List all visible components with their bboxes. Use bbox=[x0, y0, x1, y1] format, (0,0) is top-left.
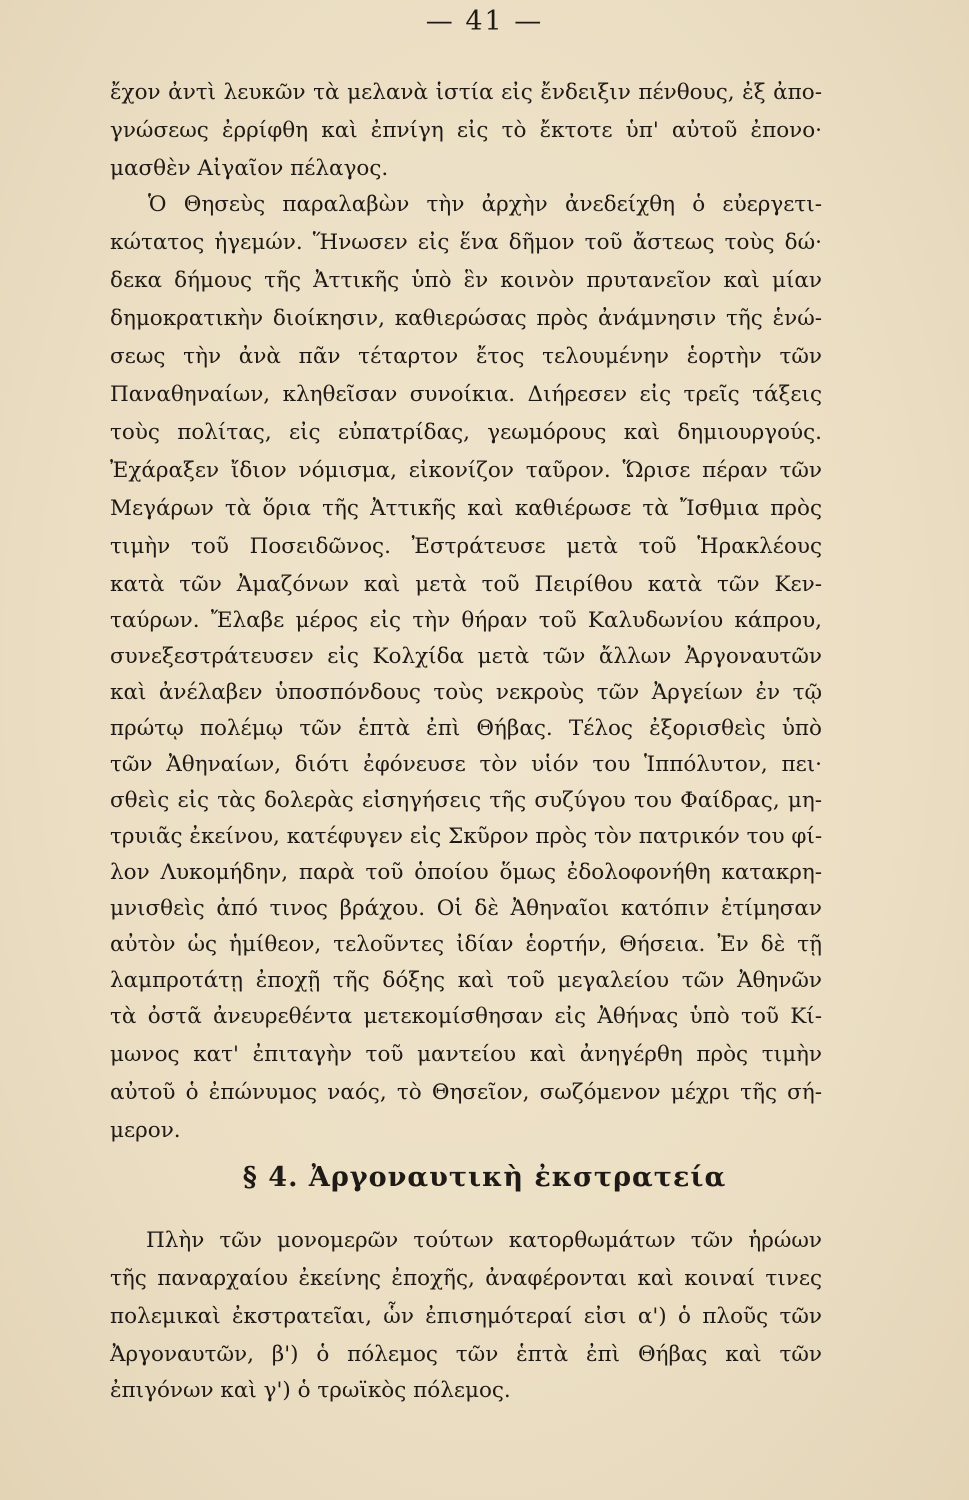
text-line: Μεγάρων τὰ ὅρια τῆς Ἀττικῆς καὶ καθιέρωσε τὰ Ἴσθμια πρὸς bbox=[110, 496, 822, 521]
text-line: κατὰ τῶν Ἀμαζόνων καὶ μετὰ τοῦ Πειρίθου κατὰ τῶν Κεν- bbox=[110, 572, 822, 597]
text-line: δεκα δήμους τῆς Ἀττικῆς ὑπὸ ἓν κοινὸν πρυτανεῖον καὶ μίαν bbox=[110, 268, 822, 293]
section-heading: § 4. Ἀργοναυτικὴ ἐκστρατεία bbox=[242, 1162, 727, 1193]
text-line: Ἐχάραξεν ἴδιον νόμισμα, εἰκονίζον ταῦρον. Ὥρισε πέραν τῶν bbox=[110, 458, 822, 483]
text-line: σθεὶς εἰς τὰς δολερὰς εἰσηγήσεις τῆς συζύγου του Φαίδρας, μη- bbox=[110, 788, 822, 813]
text-line: ἔχον ἀντὶ λευκῶν τὰ μελανὰ ἱστία εἰς ἔνδειξιν πένθους, ἐξ ἀπο- bbox=[110, 80, 822, 105]
text-line: μερον. bbox=[110, 1118, 181, 1143]
text-line: γνώσεως ἐρρίφθη καὶ ἐπνίγη εἰς τὸ ἔκτοτε ὑπ' αὐτοῦ ἐπονο· bbox=[110, 118, 822, 143]
text-line: Ἀργοναυτῶν, β') ὁ πόλεμος τῶν ἑπτὰ ἐπὶ Θήβας καὶ τῶν bbox=[110, 1342, 822, 1367]
text-line: πολεμικαὶ ἐκστρατεῖαι, ὧν ἐπισημότεραί εἰσι α') ὁ πλοῦς τῶν bbox=[110, 1304, 822, 1329]
text-line: πρώτῳ πολέμῳ τῶν ἑπτὰ ἐπὶ Θήβας. Τέλος ἐξορισθεὶς ὑπὸ bbox=[110, 716, 822, 741]
text-line: μωνος κατ' ἐπιταγὴν τοῦ μαντείου καὶ ἀνηγέρθη πρὸς τιμὴν bbox=[110, 1042, 822, 1067]
text-line: συνεξεστράτευσεν εἰς Κολχίδα μετὰ τῶν ἄλλων Ἀργοναυτῶν bbox=[110, 644, 822, 669]
text-line: τοὺς πολίτας, εἰς εὐπατρίδας, γεωμόρους καὶ δημιουργούς. bbox=[110, 420, 822, 445]
text-line: Πλὴν τῶν μονομερῶν τούτων κατορθωμάτων τῶν ἡρώων bbox=[146, 1228, 822, 1253]
text-line: ταύρων. Ἔλαβε μέρος εἰς τὴν θήραν τοῦ Καλυδωνίου κάπρου, bbox=[110, 608, 822, 633]
text-line: αὐτὸν ὡς ἡμίθεον, τελοῦντες ἰδίαν ἑορτήν, Θήσεια. Ἐν δὲ τῇ bbox=[110, 932, 822, 957]
text-line: καὶ ἀνέλαβεν ὑποσπόνδους τοὺς νεκροὺς τῶν Ἀργείων ἐν τῷ bbox=[110, 680, 822, 705]
page-number: — 41 — bbox=[425, 6, 544, 37]
text-line: τῆς παναρχαίου ἐκείνης ἐποχῆς, ἀναφέρονται καὶ κοιναί τινες bbox=[110, 1266, 822, 1291]
text-line: λαμπροτάτῃ ἐποχῇ τῆς δόξης καὶ τοῦ μεγαλείου τῶν Ἀθηνῶν bbox=[110, 968, 822, 993]
text-line: κώτατος ἡγεμών. Ἥνωσεν εἰς ἕνα δῆμον τοῦ ἄστεως τοὺς δώ· bbox=[110, 230, 822, 255]
text-line: Παναθηναίων, κληθεῖσαν συνοίκια. Διήρεσεν εἰς τρεῖς τάξεις bbox=[110, 382, 822, 407]
text-line: λον Λυκομήδην, παρὰ τοῦ ὁποίου ὅμως ἐδολοφονήθη κατακρη- bbox=[110, 860, 822, 885]
text-line: μασθὲν Αἰγαῖον πέλαγος. bbox=[110, 156, 389, 181]
text-line: δημοκρατικὴν διοίκησιν, καθιερώσας πρὸς ἀνάμνησιν τῆς ἑνώ- bbox=[110, 306, 822, 331]
text-line: τῶν Ἀθηναίων, διότι ἐφόνευσε τὸν υἱόν του Ἱππόλυτον, πει· bbox=[110, 752, 822, 777]
text-line: τιμὴν τοῦ Ποσειδῶνος. Ἐστράτευσε μετὰ τοῦ Ἡρακλέους bbox=[110, 534, 822, 559]
text-line: τὰ ὀστᾶ ἀνευρεθέντα μετεκομίσθησαν εἰς Ἀθήνας ὑπὸ τοῦ Κί- bbox=[110, 1004, 822, 1029]
text-line: αὐτοῦ ὁ ἐπώνυμος ναός, τὸ Θησεῖον, σωζόμενον μέχρι τῆς σή- bbox=[110, 1080, 822, 1105]
text-line: σεως τὴν ἀνὰ πᾶν τέταρτον ἔτος τελουμένην ἑορτὴν τῶν bbox=[110, 344, 822, 369]
text-line: ἐπιγόνων καὶ γ') ὁ τρωϊκὸς πόλεμος. bbox=[110, 1378, 511, 1403]
text-line: τρυιᾶς ἐκείνου, κατέφυγεν εἰς Σκῦρον πρὸς τὸν πατρικόν του φί- bbox=[110, 824, 823, 849]
text-line: μνισθεὶς ἀπό τινος βράχου. Οἱ δὲ Ἀθηναῖοι κατόπιν ἐτίμησαν bbox=[110, 896, 822, 921]
text-line: Ὁ Θησεὺς παραλαβὼν τὴν ἀρχὴν ἀνεδείχθη ὁ εὐεργετι- bbox=[148, 192, 822, 217]
